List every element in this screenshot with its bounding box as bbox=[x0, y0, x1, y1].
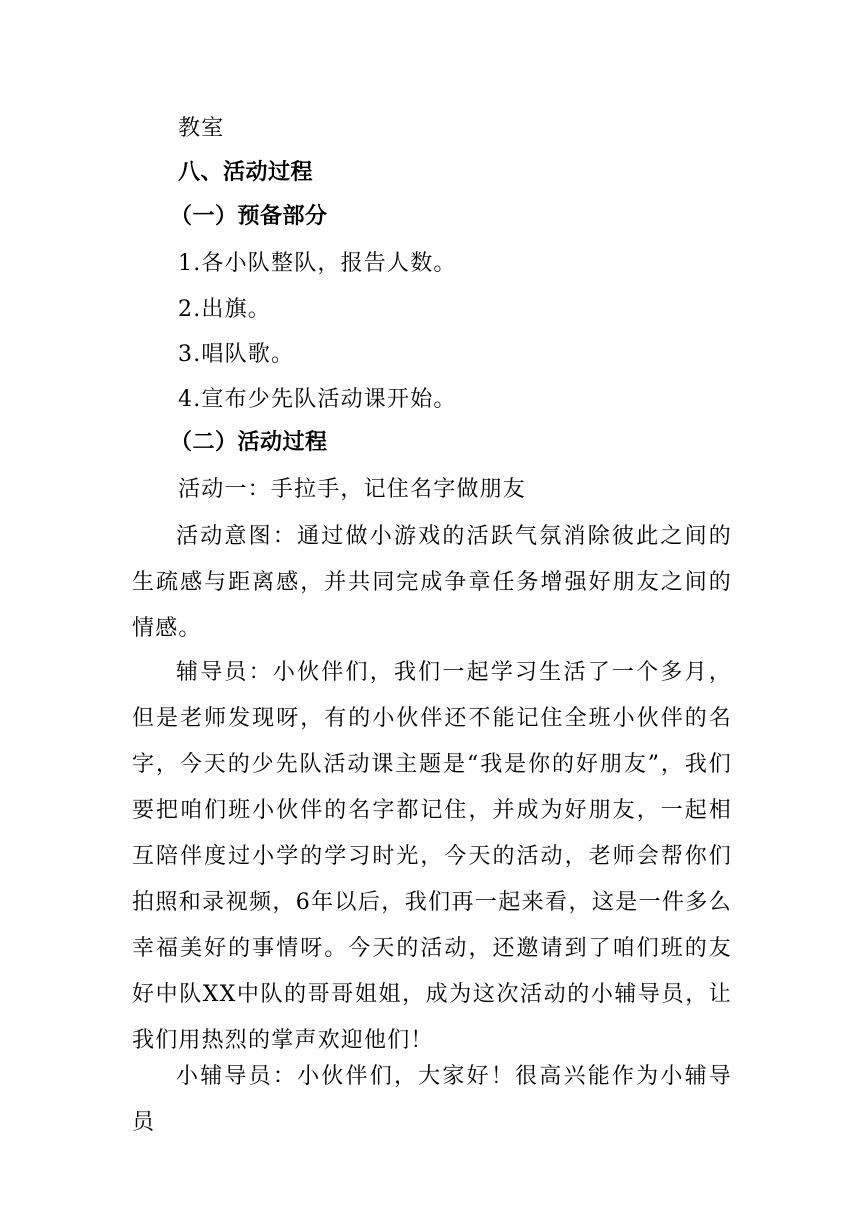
little-counselor-speech-paragraph: 小辅导员：小伙伴们，大家好！很高兴能作为小辅导员 bbox=[132, 1064, 732, 1135]
list-item: 3.唱队歌。 bbox=[178, 342, 295, 367]
subsection-heading-activity-process: （二）活动过程 bbox=[170, 430, 328, 455]
activity-title: 活动一：手拉手，记住名字做朋友 bbox=[178, 477, 527, 502]
section-heading-activity-process: 八、活动过程 bbox=[178, 160, 314, 185]
list-item: 2.出旗。 bbox=[178, 297, 271, 322]
counselor-speech-paragraph: 辅导员：小伙伴们，我们一起学习生活了一个多月，但是老师发现呀，有的小伙伴还不能记住全班小伙伴的名字，今天的少先队活动课主题是“我是你的好朋友”，我们要把咱们班小伙伴的名字都记住，并成为好朋友，一起相互陪伴度过小学的学习时光，今天的活动，老师会帮你们拍照和录视频，6年以后，我们再一起来看，这是一件多么幸福美好的事情呀。今天的活动，还邀请到了咱们班的友好中队XX中队的哥哥姐姐，成为这次活动的小辅导员，让我们用热烈的掌声欢迎他们！ bbox=[132, 660, 732, 1053]
list-item: 4.宣布少先队活动课开始。 bbox=[178, 387, 457, 412]
list-item: 1.各小队整队，报告人数。 bbox=[178, 251, 457, 276]
activity-intent-paragraph: 活动意图：通过做小游戏的活跃气氛消除彼此之间的生疏感与距离感，并共同完成争章任务增强好朋友之间的情感。 bbox=[132, 524, 732, 641]
venue-text: 教室 bbox=[178, 116, 225, 141]
subsection-heading-preparation: （一）预备部分 bbox=[170, 204, 328, 229]
